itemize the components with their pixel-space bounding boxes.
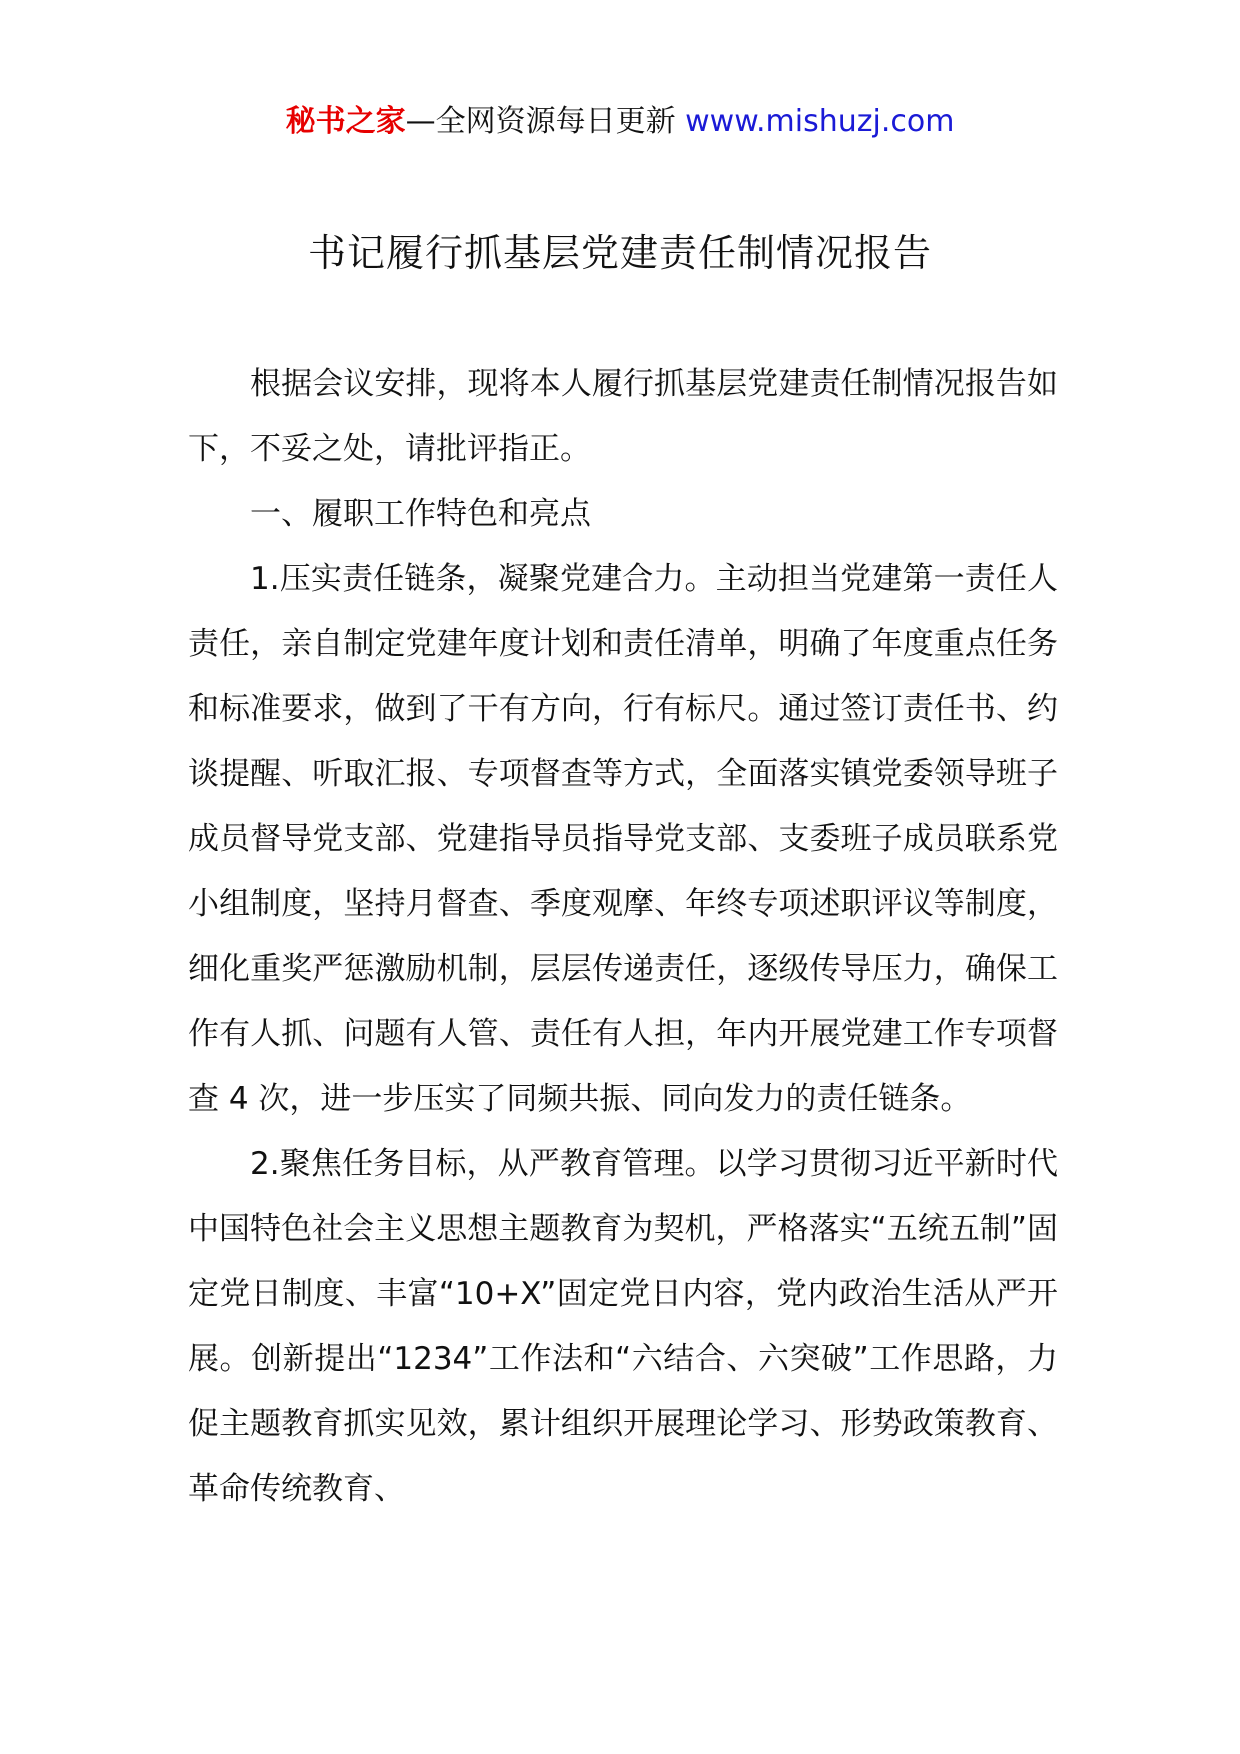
document-body [188,352,1058,1522]
header-tagline: —全网资源每日更新 [405,104,686,139]
site-header [0,100,1240,144]
body-paragraph: 1.压实责任链条，凝聚党建合力。主动担当党建第一责任人责任，亲自制定党建年度计划和责任清单，明确了年度重点任务和标准要求，做到了干有方向，行有标尺。通过签订责任书、约谈提醒、听取汇报、专项督查等方式，全面落实镇党委领导班子成员督导党支部、党建指导员指导党支部、支委班子成员联系党小组制度，坚持月督查、季度观摩、年终专项述职评议等制度，细化重奖严惩激励机制，层层传递责任，逐级传导压力，确保工作有人抓、问题有人管、责任有人担，年内开展党建工作专项督查 4 次，进一步压实了同频共振、同向发力的责任链条。 [188,561,1058,1117]
body-paragraph: 2.聚焦任务目标，从严教育管理。以学习贯彻习近平新时代中国特色社会主义思想主题教育为契机，严格落实“五统五制”固定党日制度、丰富“10+X”固定党日内容，党内政治生活从严开展。创新提出“1234”工作法和“六结合、六突破”工作思路，力促主题教育抓实见效，累计组织开展理论学习、形势政策教育、革命传统教育、 [188,1146,1058,1507]
brand-name[interactable]: 秘书之家 [285,104,406,139]
document-title: 书记履行抓基层党建责任制情况报告 [307,231,932,275]
section-heading: 一、履职工作特色和亮点 [250,496,591,532]
intro-paragraph: 根据会议安排，现将本人履行抓基层党建责任制情况报告如下，不妥之处，请批评指正。 [188,366,1058,467]
site-url-link[interactable]: www.mishuzj.com [685,104,955,139]
